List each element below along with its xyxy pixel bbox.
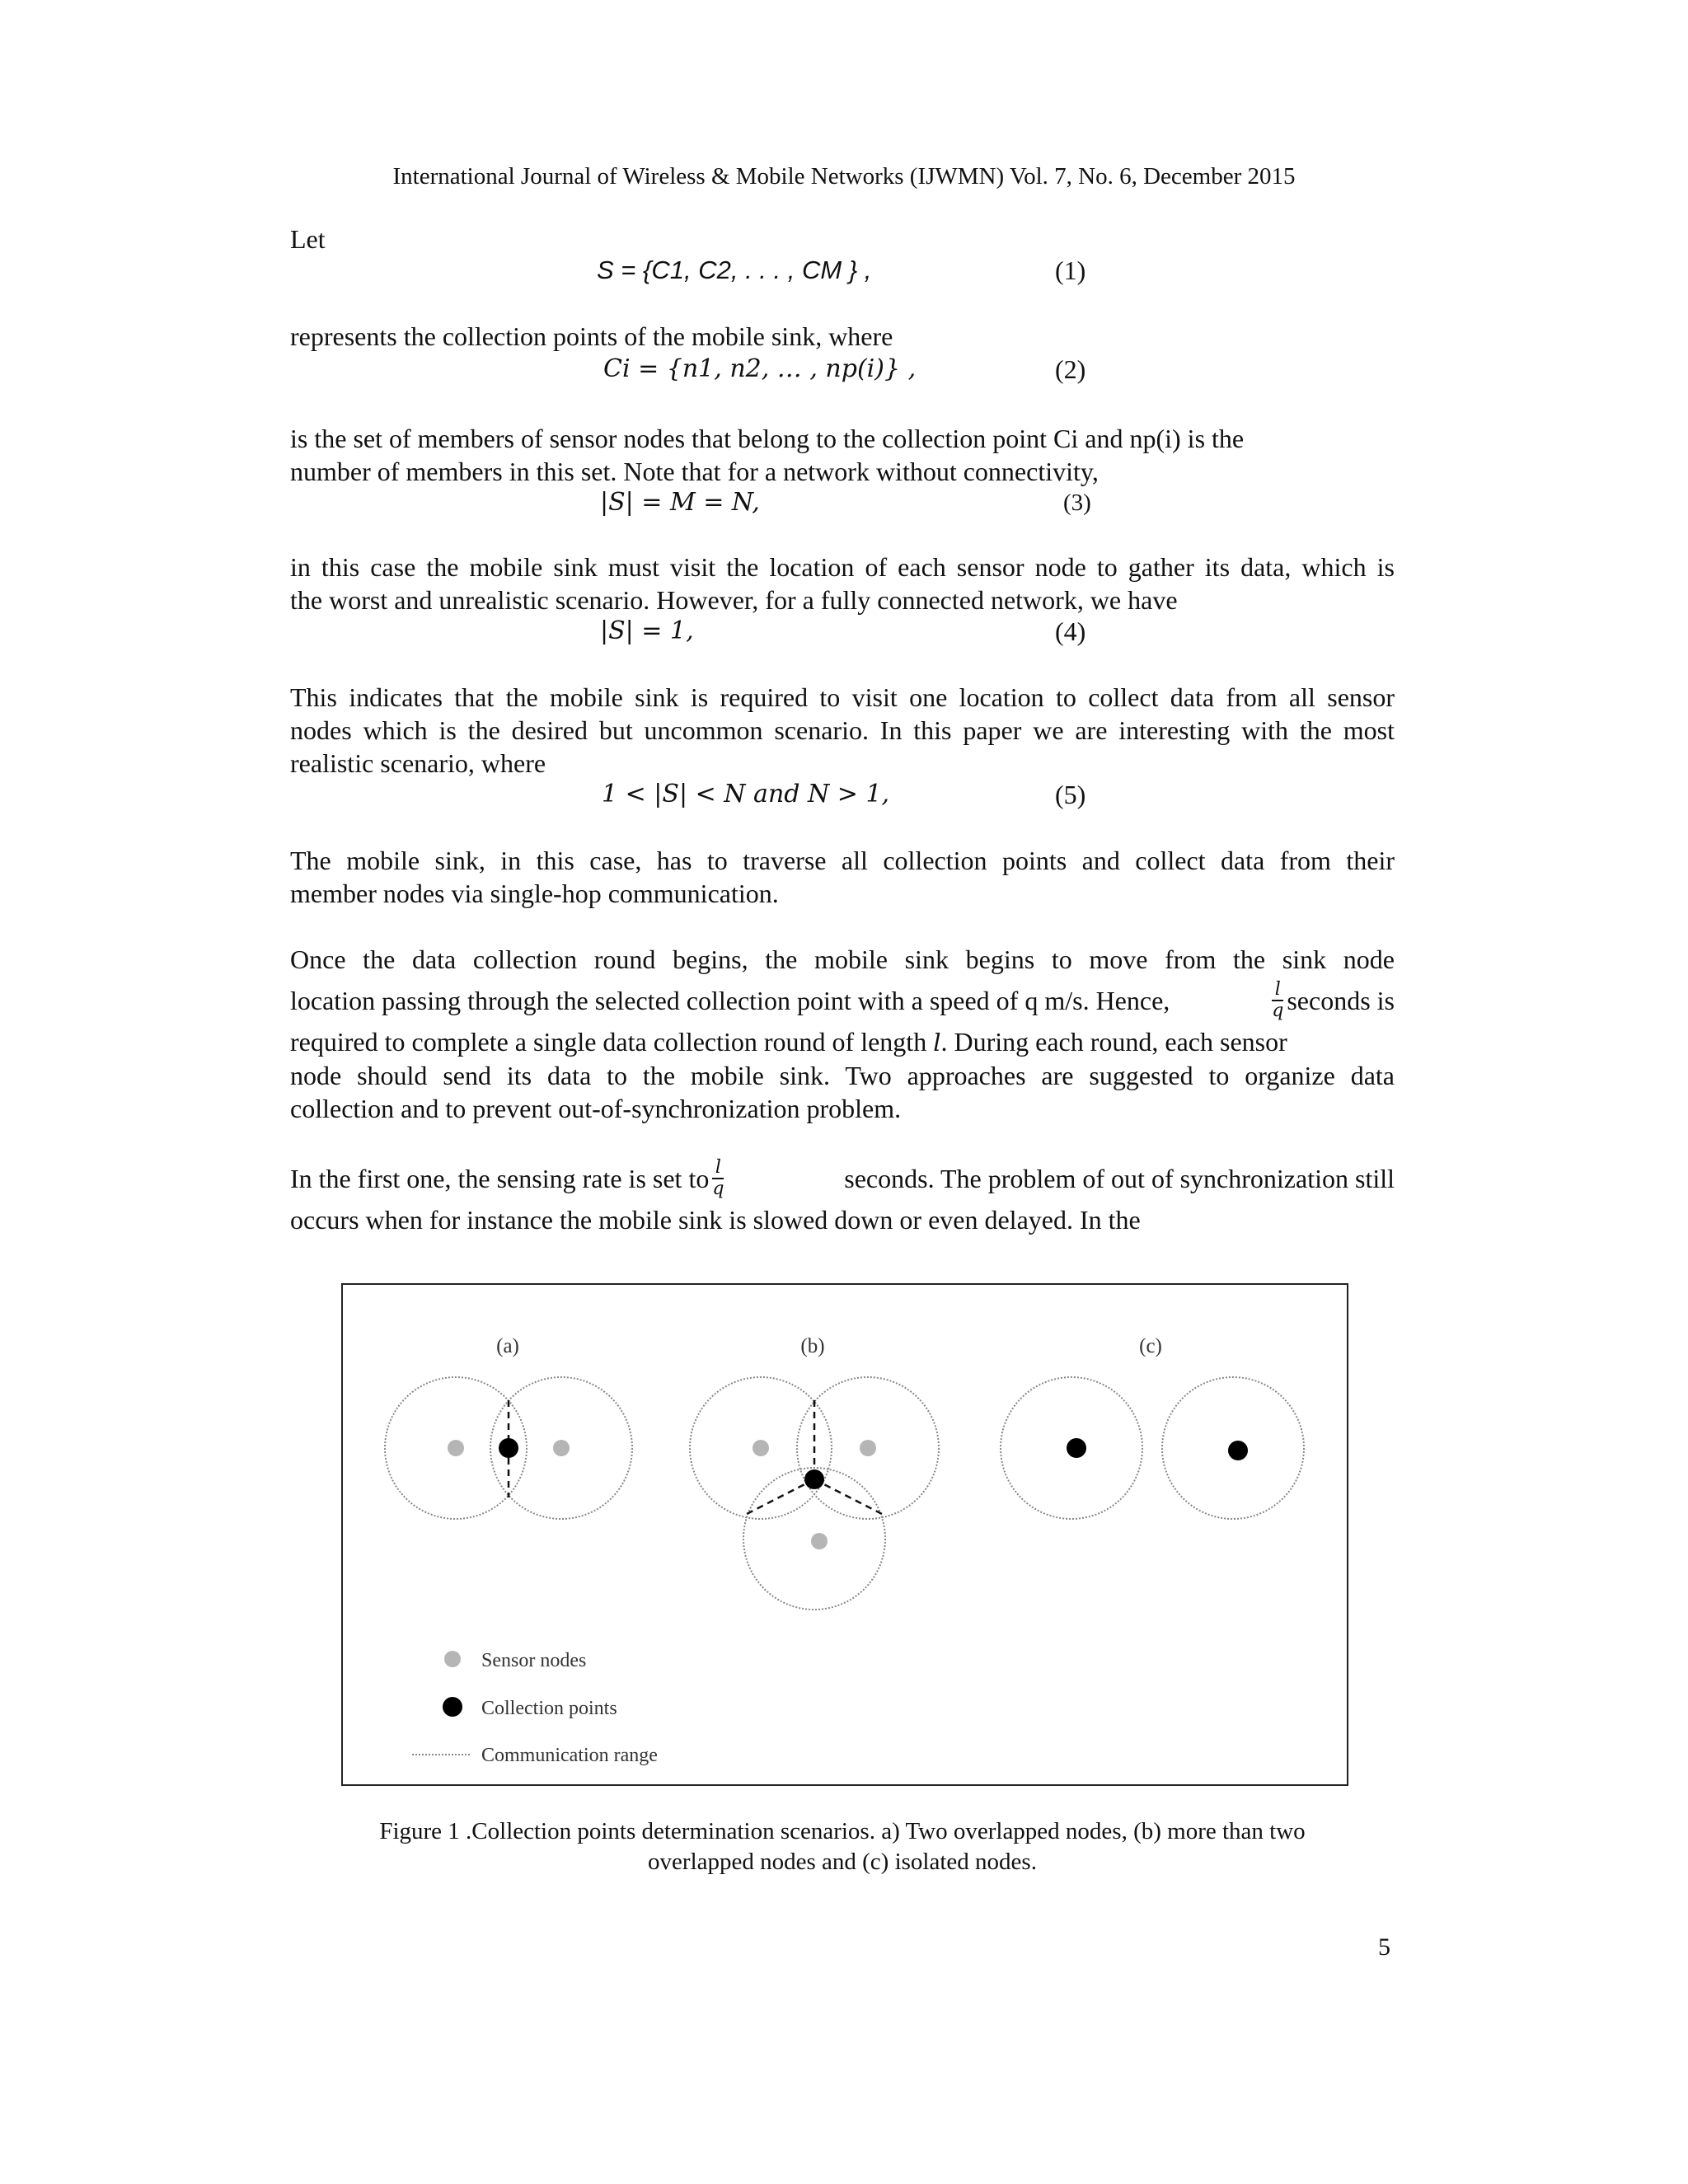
page-number: 5 bbox=[1378, 1933, 1390, 1961]
paragraph-line: number of members in this set. Note that for a network without connectivity, bbox=[290, 457, 1099, 486]
equation-4: |S| = 1, bbox=[600, 616, 694, 645]
paragraph-line: In the first one, the sensing rate is set to $\frac{l}{q}$ seconds. The problem of out of synchronization still bbox=[290, 1157, 1395, 1199]
equation-1-number: (1) bbox=[1055, 255, 1086, 285]
equation-4-number: (4) bbox=[1055, 616, 1086, 646]
legend-range-label: Communication range bbox=[481, 1745, 658, 1766]
legend-sensor-marker bbox=[444, 1651, 461, 1667]
legend-collection-marker bbox=[443, 1697, 462, 1717]
panel-a bbox=[385, 1377, 632, 1519]
paragraph-in-this-case bbox=[290, 551, 1395, 616]
equation-5: 1 < |S| < N and N > 1, bbox=[602, 780, 890, 808]
equation-3-number: (3) bbox=[1063, 490, 1091, 516]
sensor-node bbox=[811, 1533, 828, 1549]
caption-line: Figure 1 .Collection points determination scenarios. a) Two overlapped nodes, (b) more than two bbox=[379, 1818, 1306, 1844]
paragraph-once bbox=[290, 943, 1395, 1125]
paragraph-line: member nodes via single-hop communication. bbox=[290, 879, 779, 908]
collection-point bbox=[1228, 1441, 1248, 1460]
equation-2-number: (2) bbox=[1055, 354, 1086, 384]
paragraph-line: nodes which is the desired but uncommon scenario. In this paper we are interesting with the most bbox=[290, 715, 1395, 745]
collection-point bbox=[499, 1438, 518, 1458]
paragraph-line: node should send its data to the mobile sink. Two approaches are suggested to organize data bbox=[290, 1061, 1395, 1090]
running-header: International Journal of Wireless & Mobile Networks (IJWMN) Vol. 7, No. 6, December 2015 bbox=[392, 163, 1296, 190]
paragraph-line: The mobile sink, in this case, has to traverse all collection points and collect data from their bbox=[290, 846, 1395, 875]
fraction-l-over-q: $\frac{l}{q}$ bbox=[712, 1157, 724, 1199]
equation-3: |S| = M = N, bbox=[600, 488, 760, 517]
paragraph-line: This indicates that the mobile sink is required to visit one location to collect data from all sensor bbox=[290, 682, 1395, 712]
paragraph-line: collection and to prevent out-of-synchronization problem. bbox=[290, 1094, 902, 1123]
panel-label-b: (b) bbox=[800, 1335, 825, 1357]
legend bbox=[412, 1650, 658, 1766]
collection-point bbox=[804, 1469, 824, 1489]
paragraph-line: Once the data collection round begins, the mobile sink begins to move from the sink node bbox=[290, 944, 1395, 974]
equation-1: S = {C1, C2, . . . , CM } , bbox=[597, 255, 872, 284]
collection-point bbox=[1067, 1438, 1086, 1458]
caption-line: overlapped nodes and (c) isolated nodes. bbox=[648, 1849, 1037, 1875]
legend-collection-label: Collection points bbox=[481, 1698, 617, 1719]
panel-label-c: (c) bbox=[1139, 1335, 1162, 1357]
fraction-l-over-q: $\frac{l}{q}$ bbox=[1272, 979, 1284, 1021]
equation-5-number: (5) bbox=[1055, 780, 1086, 809]
sensor-node bbox=[448, 1440, 464, 1456]
sensor-node bbox=[753, 1440, 769, 1456]
paragraph-let: Let bbox=[290, 224, 326, 254]
panel-b bbox=[690, 1377, 939, 1610]
panel-c bbox=[1001, 1377, 1304, 1519]
paragraph-is-set bbox=[290, 422, 1395, 488]
sensor-node bbox=[860, 1440, 876, 1456]
legend-sensor-label: Sensor nodes bbox=[481, 1650, 587, 1671]
figure-1 bbox=[341, 1283, 1348, 1786]
paragraph-line: occurs when for instance the mobile sink is slowed down or even delayed. In the bbox=[290, 1205, 1141, 1235]
paragraph-line: the worst and unrealistic scenario. However, for a fully connected network, we have bbox=[290, 585, 1178, 615]
paragraph-mobile-sink bbox=[290, 844, 1395, 910]
paragraph-represents: represents the collection points of the mobile sink, where bbox=[290, 321, 893, 351]
paragraph-line: required to complete a single data collection round of length l. During each round, each sensor bbox=[290, 1027, 1287, 1057]
paragraph-this-indicates bbox=[290, 681, 1395, 780]
panel-label-a: (a) bbox=[496, 1335, 519, 1357]
equation-2: Ci = {n1, n2, … , np(i)} , bbox=[603, 354, 917, 383]
paragraph-line: is the set of members of sensor nodes that belong to the collection point Ci and np(i) is the bbox=[290, 424, 1245, 453]
paragraph-line: in this case the mobile sink must visit the location of each sensor node to gather its data, which is bbox=[290, 552, 1395, 582]
figure-diagram bbox=[343, 1285, 1347, 1784]
paragraph-line: realistic scenario, where bbox=[290, 748, 546, 778]
sensor-node bbox=[553, 1440, 570, 1456]
paragraph-line: location passing through the selected collection point with a speed of q m/s. Hence, $\frac{l}{q}$ seconds is bbox=[290, 979, 1395, 1021]
figure-caption bbox=[290, 1816, 1395, 1877]
paragraph-first-one bbox=[290, 1154, 1395, 1236]
